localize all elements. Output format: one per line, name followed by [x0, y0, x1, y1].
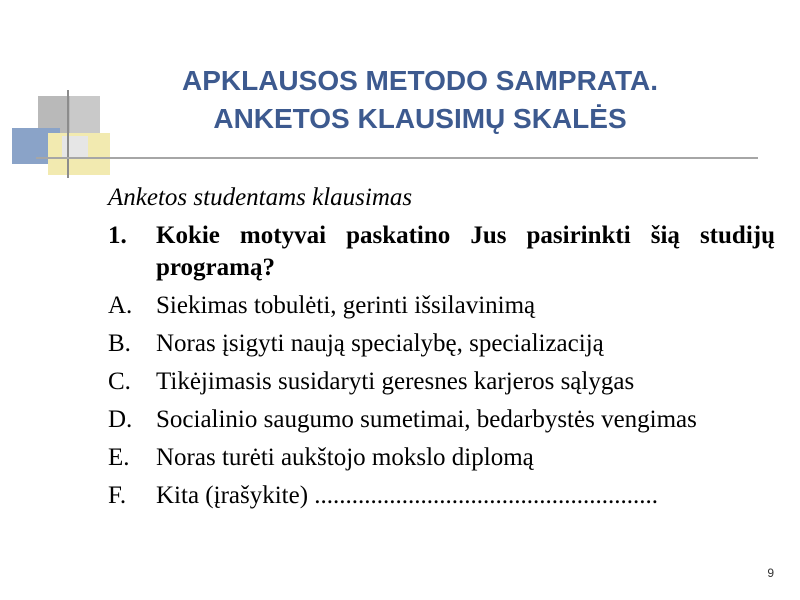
decorative-vertical-line	[67, 90, 69, 178]
option-f	[108, 480, 775, 512]
subtitle: Anketos studentams klausimas	[108, 184, 413, 211]
decorative-square-pale	[62, 136, 88, 158]
option-b	[108, 328, 775, 360]
decorative-square-light-gray	[70, 96, 100, 136]
option-text: Noras turėti aukštojo mokslo diplomą	[156, 444, 534, 471]
slide-content	[108, 180, 775, 518]
option-e	[108, 442, 775, 474]
option-label: B.	[108, 330, 131, 357]
title-underline	[36, 157, 758, 159]
slide-title-line-1: APKLAUSOS METODO SAMPRATA.	[181, 65, 658, 96]
option-label: D.	[108, 406, 133, 433]
option-label: F.	[108, 482, 127, 509]
option-label: E.	[108, 444, 130, 471]
option-text: Noras įsigyti naują specialybę, specializaciją	[156, 330, 604, 357]
question	[108, 220, 775, 284]
option-text: Socialinio saugumo sumetimai, bedarbystės vengimas	[156, 406, 697, 433]
option-label: A.	[108, 292, 133, 319]
option-d	[108, 404, 775, 436]
option-a	[108, 290, 775, 322]
page-number: 9	[767, 566, 774, 580]
option-label: C.	[108, 368, 131, 395]
option-text: Tikėjimasis susidaryti geresnes karjeros sąlygas	[156, 368, 635, 395]
option-text: Siekimas tobulėti, gerinti išsilavinimą	[156, 292, 536, 319]
slide-title-line-2: ANKETOS KLAUSIMŲ SKALĖS	[213, 103, 627, 134]
option-c	[108, 366, 775, 398]
slide-title	[100, 62, 740, 138]
question-number: 1.	[108, 222, 127, 249]
option-text: Kita (įrašykite) .......................................................	[156, 482, 659, 509]
question-text: Kokie motyvai paskatino Jus pasirinkti šią studijų programą?	[156, 222, 775, 281]
